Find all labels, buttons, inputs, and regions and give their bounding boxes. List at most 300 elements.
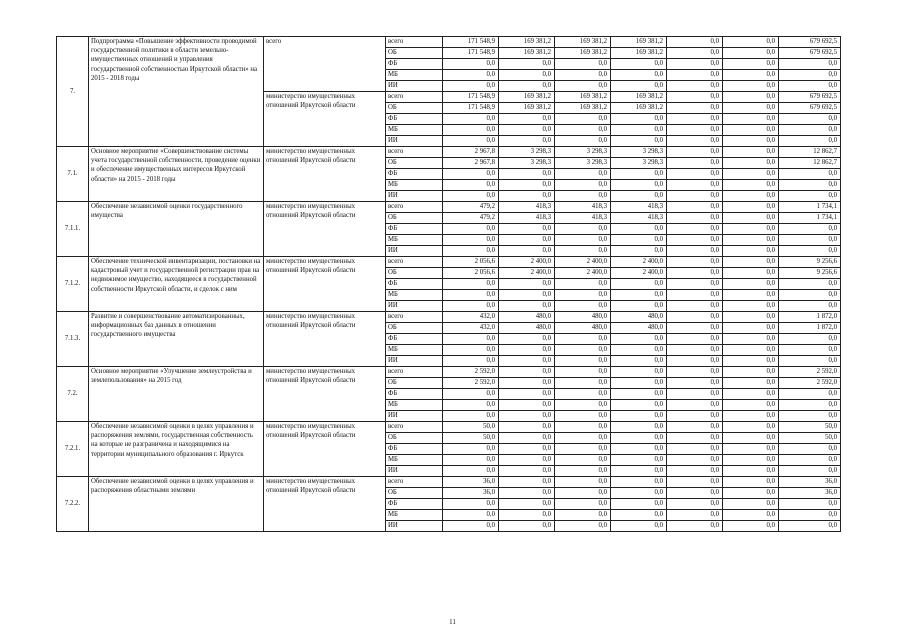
amount-cell: 0,0 (443, 499, 499, 510)
amount-cell: 0,0 (667, 356, 723, 367)
funding-source-cell: всего (386, 37, 443, 48)
table-row (57, 37, 841, 48)
item-name: Развитие и совершенствование автоматизированных, информационных баз данных в отношении государственного имущества (89, 312, 264, 367)
item-code: 7. (57, 37, 89, 147)
amount-cell: 0,0 (555, 290, 611, 301)
amount-cell: 0,0 (779, 334, 841, 345)
amount-cell: 0,0 (723, 180, 779, 191)
amount-cell: 1 734,1 (779, 213, 841, 224)
amount-cell: 0,0 (667, 279, 723, 290)
funding-source-cell: ФБ (386, 114, 443, 125)
amount-cell: 0,0 (667, 433, 723, 444)
amount-cell: 0,0 (779, 70, 841, 81)
funding-source-cell: ИИ (386, 136, 443, 147)
amount-cell: 0,0 (667, 246, 723, 257)
amount-cell: 0,0 (667, 345, 723, 356)
amount-cell: 418,3 (611, 213, 667, 224)
amount-cell: 50,0 (779, 422, 841, 433)
table-row (57, 257, 841, 268)
amount-cell: 0,0 (779, 345, 841, 356)
funding-source-cell: ФБ (386, 59, 443, 70)
amount-cell: 0,0 (779, 510, 841, 521)
amount-cell: 418,3 (499, 213, 555, 224)
amount-cell: 0,0 (499, 455, 555, 466)
amount-cell: 0,0 (611, 422, 667, 433)
amount-cell: 0,0 (499, 191, 555, 202)
funding-source-cell: ФБ (386, 169, 443, 180)
amount-cell: 0,0 (667, 169, 723, 180)
amount-cell: 169 381,2 (499, 103, 555, 114)
funding-source-cell: ИИ (386, 246, 443, 257)
amount-cell: 0,0 (499, 433, 555, 444)
funding-source-cell: МБ (386, 400, 443, 411)
amount-cell: 36,0 (779, 488, 841, 499)
amount-cell: 0,0 (611, 510, 667, 521)
amount-cell: 0,0 (443, 356, 499, 367)
funding-source-cell: ОБ (386, 103, 443, 114)
amount-cell: 0,0 (723, 389, 779, 400)
amount-cell: 169 381,2 (555, 37, 611, 48)
amount-cell: 169 381,2 (499, 37, 555, 48)
amount-cell: 0,0 (667, 268, 723, 279)
amount-cell: 480,0 (499, 312, 555, 323)
amount-cell: 0,0 (499, 70, 555, 81)
amount-cell: 0,0 (667, 114, 723, 125)
amount-cell: 0,0 (667, 334, 723, 345)
amount-cell: 0,0 (555, 235, 611, 246)
funding-source-cell: ОБ (386, 378, 443, 389)
amount-cell: 0,0 (499, 125, 555, 136)
executor-cell: министерство имущественных отношений Иркутской области (264, 312, 386, 367)
amount-cell: 0,0 (611, 136, 667, 147)
table-row (57, 312, 841, 323)
amount-cell: 0,0 (499, 224, 555, 235)
item-name: Основное мероприятие «Совершенствование системы учета государственной собственности, проведение оценки и обеспечение имущественных интересов Иркутской области» на 2015 - 2018 годы (89, 147, 264, 202)
amount-cell: 0,0 (667, 235, 723, 246)
amount-cell: 0,0 (667, 147, 723, 158)
amount-cell: 0,0 (723, 213, 779, 224)
amount-cell: 2 400,0 (555, 257, 611, 268)
amount-cell: 50,0 (443, 422, 499, 433)
amount-cell: 0,0 (723, 103, 779, 114)
funding-source-cell: МБ (386, 125, 443, 136)
amount-cell: 0,0 (499, 279, 555, 290)
table-row (57, 147, 841, 158)
funding-source-cell: ФБ (386, 499, 443, 510)
funding-source-cell: ОБ (386, 323, 443, 334)
amount-cell: 2 400,0 (499, 268, 555, 279)
amount-cell: 0,0 (555, 279, 611, 290)
funding-source-cell: всего (386, 477, 443, 488)
amount-cell: 0,0 (499, 367, 555, 378)
amount-cell: 0,0 (667, 510, 723, 521)
amount-cell: 0,0 (723, 378, 779, 389)
amount-cell: 0,0 (779, 169, 841, 180)
amount-cell: 3 298,3 (499, 158, 555, 169)
amount-cell: 0,0 (443, 301, 499, 312)
executor-cell: министерство имущественных отношений Иркутской области (264, 367, 386, 422)
amount-cell: 0,0 (667, 488, 723, 499)
amount-cell: 0,0 (611, 400, 667, 411)
amount-cell: 0,0 (555, 367, 611, 378)
amount-cell: 480,0 (555, 312, 611, 323)
amount-cell: 169 381,2 (611, 92, 667, 103)
executor-cell: министерство имущественных отношений Иркутской области (264, 257, 386, 312)
amount-cell: 0,0 (443, 224, 499, 235)
amount-cell: 0,0 (555, 70, 611, 81)
amount-cell: 418,3 (611, 202, 667, 213)
amount-cell: 0,0 (779, 389, 841, 400)
amount-cell: 0,0 (779, 114, 841, 125)
amount-cell: 0,0 (611, 191, 667, 202)
amount-cell: 679 692,5 (779, 37, 841, 48)
amount-cell: 171 548,9 (443, 37, 499, 48)
amount-cell: 0,0 (555, 114, 611, 125)
amount-cell: 169 381,2 (555, 103, 611, 114)
amount-cell: 0,0 (443, 334, 499, 345)
amount-cell: 0,0 (555, 455, 611, 466)
amount-cell: 1 872,0 (779, 323, 841, 334)
funding-source-cell: ИИ (386, 466, 443, 477)
amount-cell: 0,0 (779, 136, 841, 147)
amount-cell: 0,0 (667, 70, 723, 81)
amount-cell: 0,0 (499, 389, 555, 400)
amount-cell: 0,0 (723, 433, 779, 444)
amount-cell: 0,0 (779, 455, 841, 466)
amount-cell: 0,0 (723, 290, 779, 301)
amount-cell: 0,0 (723, 169, 779, 180)
amount-cell: 2 592,0 (443, 378, 499, 389)
amount-cell: 0,0 (499, 411, 555, 422)
amount-cell: 0,0 (723, 158, 779, 169)
amount-cell: 0,0 (723, 70, 779, 81)
amount-cell: 0,0 (667, 81, 723, 92)
amount-cell: 0,0 (499, 81, 555, 92)
amount-cell: 0,0 (443, 169, 499, 180)
amount-cell: 0,0 (443, 290, 499, 301)
funding-source-cell: МБ (386, 455, 443, 466)
amount-cell: 0,0 (499, 477, 555, 488)
amount-cell: 0,0 (443, 114, 499, 125)
item-code: 7.1.3. (57, 312, 89, 367)
amount-cell: 169 381,2 (611, 37, 667, 48)
amount-cell: 0,0 (499, 378, 555, 389)
amount-cell: 0,0 (555, 246, 611, 257)
amount-cell: 0,0 (779, 290, 841, 301)
amount-cell: 2 056,6 (443, 268, 499, 279)
amount-cell: 0,0 (555, 389, 611, 400)
amount-cell: 0,0 (499, 169, 555, 180)
amount-cell: 0,0 (667, 323, 723, 334)
amount-cell: 2 592,0 (779, 367, 841, 378)
amount-cell: 0,0 (723, 81, 779, 92)
amount-cell: 0,0 (611, 114, 667, 125)
amount-cell: 0,0 (723, 125, 779, 136)
amount-cell: 0,0 (723, 466, 779, 477)
amount-cell: 36,0 (779, 477, 841, 488)
amount-cell: 0,0 (667, 103, 723, 114)
amount-cell: 0,0 (723, 411, 779, 422)
funding-source-cell: ОБ (386, 158, 443, 169)
amount-cell: 0,0 (611, 301, 667, 312)
funding-source-cell: ИИ (386, 81, 443, 92)
amount-cell: 0,0 (443, 125, 499, 136)
amount-cell: 0,0 (667, 499, 723, 510)
executor-cell: министерство имущественных отношений Иркутской области (264, 92, 386, 147)
item-name: Обеспечение независимой оценки в целях управления и распоряжения областными землями (89, 477, 264, 532)
amount-cell: 0,0 (611, 81, 667, 92)
amount-cell: 0,0 (667, 136, 723, 147)
amount-cell: 479,2 (443, 213, 499, 224)
funding-source-cell: всего (386, 257, 443, 268)
funding-source-cell: всего (386, 422, 443, 433)
amount-cell: 0,0 (667, 301, 723, 312)
amount-cell: 0,0 (779, 235, 841, 246)
amount-cell: 0,0 (611, 477, 667, 488)
funding-source-cell: ИИ (386, 356, 443, 367)
amount-cell: 0,0 (779, 411, 841, 422)
funding-source-cell: МБ (386, 345, 443, 356)
amount-cell: 0,0 (499, 136, 555, 147)
amount-cell: 0,0 (723, 114, 779, 125)
amount-cell: 0,0 (555, 81, 611, 92)
amount-cell: 0,0 (611, 334, 667, 345)
amount-cell: 3 298,3 (499, 147, 555, 158)
amount-cell: 12 862,7 (779, 147, 841, 158)
amount-cell: 0,0 (555, 400, 611, 411)
amount-cell: 0,0 (555, 510, 611, 521)
amount-cell: 0,0 (667, 213, 723, 224)
amount-cell: 0,0 (611, 180, 667, 191)
amount-cell: 0,0 (555, 499, 611, 510)
amount-cell: 0,0 (555, 477, 611, 488)
amount-cell: 0,0 (779, 444, 841, 455)
amount-cell: 418,3 (499, 202, 555, 213)
amount-cell: 0,0 (611, 499, 667, 510)
funding-source-cell: ИИ (386, 521, 443, 532)
amount-cell: 0,0 (611, 367, 667, 378)
amount-cell: 3 298,3 (611, 158, 667, 169)
amount-cell: 0,0 (667, 191, 723, 202)
amount-cell: 0,0 (611, 444, 667, 455)
amount-cell: 2 592,0 (779, 378, 841, 389)
amount-cell: 0,0 (723, 367, 779, 378)
amount-cell: 0,0 (499, 59, 555, 70)
amount-cell: 0,0 (723, 400, 779, 411)
executor-cell: министерство имущественных отношений Иркутской области (264, 422, 386, 477)
item-code: 7.2.1. (57, 422, 89, 477)
amount-cell: 0,0 (723, 422, 779, 433)
amount-cell: 9 256,6 (779, 257, 841, 268)
amount-cell: 0,0 (667, 444, 723, 455)
amount-cell: 0,0 (443, 279, 499, 290)
funding-source-cell: ИИ (386, 411, 443, 422)
amount-cell: 0,0 (667, 92, 723, 103)
amount-cell: 0,0 (443, 235, 499, 246)
item-code: 7.2.2. (57, 477, 89, 532)
funding-source-cell: МБ (386, 290, 443, 301)
item-name: Подпрограмма «Повышение эффективности проводимой государственной политики в области земельно-имущественных отношений и управления государственной собственностью Иркутской области» на 2015 - 2018 годы (89, 37, 264, 147)
amount-cell: 0,0 (443, 191, 499, 202)
amount-cell: 0,0 (779, 279, 841, 290)
amount-cell: 0,0 (723, 257, 779, 268)
amount-cell: 2 056,6 (443, 257, 499, 268)
amount-cell: 0,0 (499, 400, 555, 411)
amount-cell: 0,0 (611, 290, 667, 301)
item-code: 7.2. (57, 367, 89, 422)
amount-cell: 171 548,9 (443, 92, 499, 103)
amount-cell: 679 692,5 (779, 48, 841, 59)
amount-cell: 418,3 (555, 202, 611, 213)
funding-source-cell: ОБ (386, 213, 443, 224)
funding-source-cell: всего (386, 92, 443, 103)
amount-cell: 0,0 (667, 411, 723, 422)
funding-source-cell: всего (386, 202, 443, 213)
amount-cell: 171 548,9 (443, 103, 499, 114)
page-number: 11 (449, 618, 456, 626)
amount-cell: 0,0 (555, 411, 611, 422)
amount-cell: 0,0 (611, 224, 667, 235)
funding-source-cell: ФБ (386, 224, 443, 235)
funding-source-cell: ФБ (386, 334, 443, 345)
amount-cell: 0,0 (723, 488, 779, 499)
amount-cell: 0,0 (443, 81, 499, 92)
amount-cell: 0,0 (499, 356, 555, 367)
amount-cell: 0,0 (443, 521, 499, 532)
funding-source-cell: ФБ (386, 389, 443, 400)
table-row (57, 422, 841, 433)
funding-source-cell: МБ (386, 70, 443, 81)
amount-cell: 2 400,0 (555, 268, 611, 279)
amount-cell: 0,0 (723, 301, 779, 312)
funding-source-cell: всего (386, 367, 443, 378)
amount-cell: 0,0 (723, 345, 779, 356)
item-name: Основное мероприятие «Улучшение землеустройства и землепользования» на 2015 год (89, 367, 264, 422)
amount-cell: 0,0 (443, 400, 499, 411)
amount-cell: 0,0 (611, 70, 667, 81)
item-code: 7.1.2. (57, 257, 89, 312)
amount-cell: 0,0 (611, 389, 667, 400)
amount-cell: 0,0 (499, 235, 555, 246)
amount-cell: 0,0 (499, 444, 555, 455)
amount-cell: 169 381,2 (499, 48, 555, 59)
amount-cell: 0,0 (667, 290, 723, 301)
amount-cell: 0,0 (555, 301, 611, 312)
amount-cell: 12 862,7 (779, 158, 841, 169)
amount-cell: 0,0 (443, 455, 499, 466)
amount-cell: 0,0 (779, 466, 841, 477)
amount-cell: 169 381,2 (611, 48, 667, 59)
amount-cell: 0,0 (723, 444, 779, 455)
amount-cell: 0,0 (611, 466, 667, 477)
table-row (57, 367, 841, 378)
amount-cell: 0,0 (611, 411, 667, 422)
item-code: 7.1.1. (57, 202, 89, 257)
amount-cell: 0,0 (611, 345, 667, 356)
budget-table-body (57, 37, 841, 532)
amount-cell: 0,0 (611, 378, 667, 389)
amount-cell: 50,0 (443, 433, 499, 444)
amount-cell: 0,0 (723, 268, 779, 279)
amount-cell: 0,0 (667, 367, 723, 378)
funding-source-cell: ОБ (386, 488, 443, 499)
funding-source-cell: ФБ (386, 279, 443, 290)
amount-cell: 0,0 (667, 521, 723, 532)
amount-cell: 36,0 (443, 488, 499, 499)
amount-cell: 0,0 (723, 235, 779, 246)
amount-cell: 0,0 (611, 59, 667, 70)
amount-cell: 0,0 (499, 510, 555, 521)
amount-cell: 0,0 (667, 180, 723, 191)
funding-source-cell: МБ (386, 180, 443, 191)
amount-cell: 0,0 (723, 521, 779, 532)
funding-source-cell: ОБ (386, 268, 443, 279)
amount-cell: 0,0 (723, 334, 779, 345)
budget-table (56, 36, 841, 532)
amount-cell: 0,0 (443, 444, 499, 455)
amount-cell: 0,0 (611, 488, 667, 499)
amount-cell: 0,0 (443, 389, 499, 400)
amount-cell: 0,0 (779, 191, 841, 202)
amount-cell: 0,0 (499, 301, 555, 312)
amount-cell: 0,0 (555, 169, 611, 180)
item-code: 7.1. (57, 147, 89, 202)
funding-source-cell: ОБ (386, 48, 443, 59)
item-name: Обеспечение независимой оценки государственного имущества (89, 202, 264, 257)
amount-cell: 36,0 (443, 477, 499, 488)
funding-source-cell: всего (386, 312, 443, 323)
amount-cell: 480,0 (611, 312, 667, 323)
amount-cell: 0,0 (779, 521, 841, 532)
amount-cell: 432,0 (443, 312, 499, 323)
amount-cell: 0,0 (779, 246, 841, 257)
amount-cell: 679 692,5 (779, 92, 841, 103)
amount-cell: 0,0 (499, 466, 555, 477)
amount-cell: 0,0 (723, 147, 779, 158)
amount-cell: 0,0 (723, 202, 779, 213)
amount-cell: 0,0 (611, 455, 667, 466)
amount-cell: 0,0 (555, 466, 611, 477)
amount-cell: 169 381,2 (555, 48, 611, 59)
amount-cell: 0,0 (667, 48, 723, 59)
amount-cell: 432,0 (443, 323, 499, 334)
amount-cell: 2 400,0 (611, 257, 667, 268)
amount-cell: 0,0 (555, 125, 611, 136)
amount-cell: 0,0 (723, 224, 779, 235)
amount-cell: 0,0 (667, 466, 723, 477)
amount-cell: 0,0 (779, 125, 841, 136)
amount-cell: 480,0 (555, 323, 611, 334)
amount-cell: 0,0 (779, 400, 841, 411)
amount-cell: 0,0 (611, 125, 667, 136)
amount-cell: 679 692,5 (779, 103, 841, 114)
amount-cell: 0,0 (443, 59, 499, 70)
amount-cell: 0,0 (499, 290, 555, 301)
amount-cell: 0,0 (723, 510, 779, 521)
amount-cell: 0,0 (443, 510, 499, 521)
amount-cell: 0,0 (443, 70, 499, 81)
amount-cell: 0,0 (667, 400, 723, 411)
amount-cell: 0,0 (667, 59, 723, 70)
table-row (57, 477, 841, 488)
amount-cell: 9 256,6 (779, 268, 841, 279)
executor-cell: министерство имущественных отношений Иркутской области (264, 147, 386, 202)
amount-cell: 0,0 (723, 92, 779, 103)
amount-cell: 0,0 (443, 246, 499, 257)
amount-cell: 171 548,9 (443, 48, 499, 59)
amount-cell: 0,0 (723, 191, 779, 202)
amount-cell: 0,0 (667, 202, 723, 213)
